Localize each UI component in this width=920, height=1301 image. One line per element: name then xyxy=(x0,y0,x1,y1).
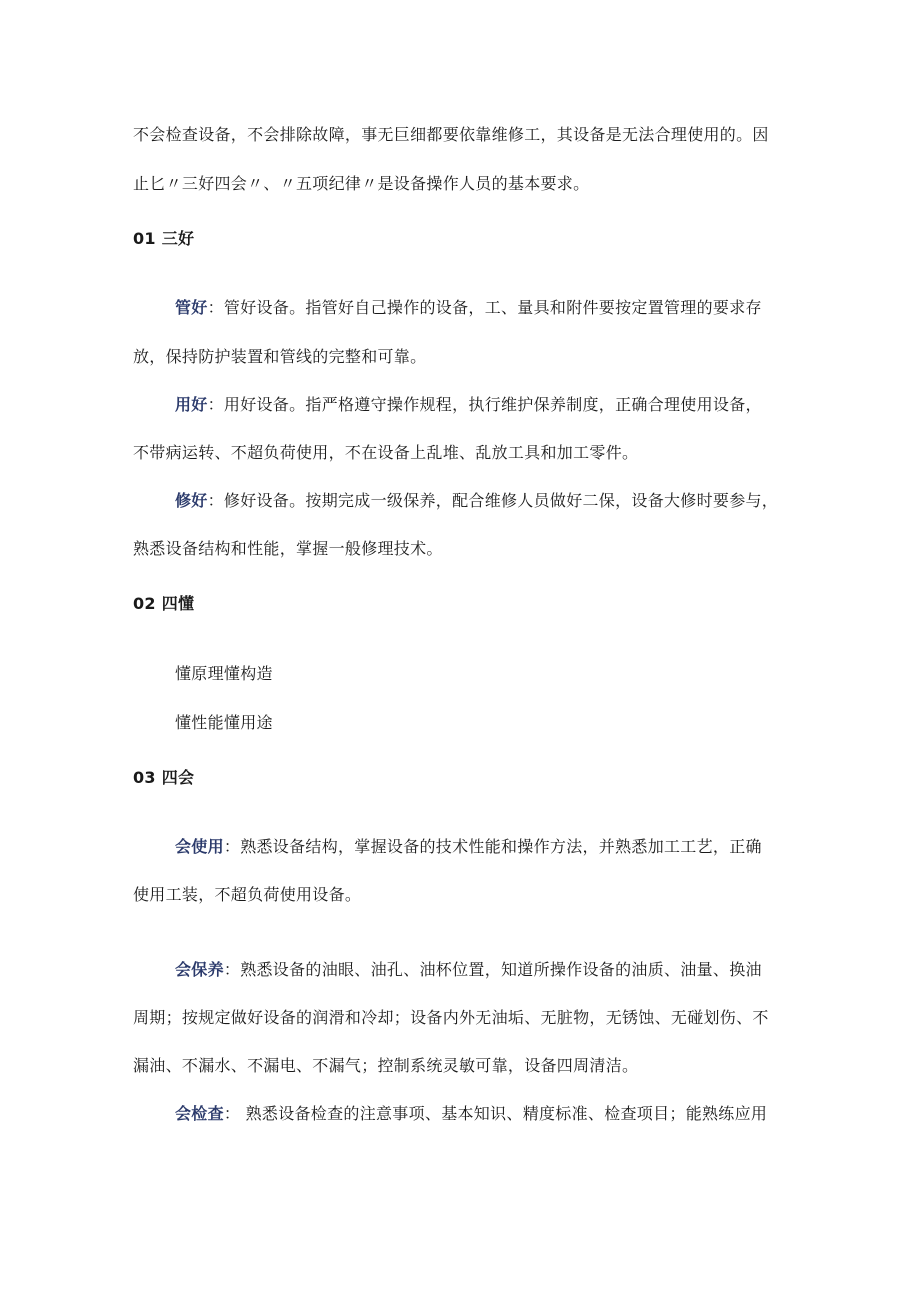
paragraph-guanhao xyxy=(175,296,803,320)
term-huibaoyang: 会保养 xyxy=(175,960,224,979)
paragraph-xiuhao-cont: 熟悉设备结构和性能，掌握一般修理技术。 xyxy=(133,539,443,558)
paragraph-huibaoyang-cont-2: 漏油、不漏水、不漏电、不漏气；控制系统灵敏可靠，设备四周清洁。 xyxy=(133,1056,639,1075)
paragraph-text: ：管好设备。指管好自己操作的设备，工、量具和附件要按定置管理的要求存 xyxy=(207,298,762,317)
paragraph-yonghao xyxy=(175,393,803,417)
paragraph-huishiyong xyxy=(175,835,803,859)
term-huishiyong: 会使用 xyxy=(175,837,224,856)
section-heading-sanhao: 01 三好 xyxy=(133,229,195,248)
paragraph-huishiyong-cont: 使用工装，不超负荷使用设备。 xyxy=(133,885,362,904)
list-item: 懂性能懂用途 xyxy=(175,713,273,732)
paragraph-text: ：熟悉设备结构，掌握设备的技术性能和操作方法，并熟悉加工工艺，正确 xyxy=(223,837,762,856)
paragraph-huibaoyang xyxy=(175,958,803,982)
paragraph-huijiancha xyxy=(175,1102,803,1126)
term-huijiancha: 会检查 xyxy=(175,1104,224,1123)
paragraph-xiuhao xyxy=(175,489,803,513)
paragraph-huibaoyang-cont-1: 周期；按规定做好设备的润滑和冷却；设备内外无油垢、无脏物，无锈蚀、无碰划伤、不 xyxy=(133,1008,769,1027)
paragraph-guanhao-cont: 放，保持防护装置和管线的完整和可靠。 xyxy=(133,347,427,366)
intro-line-1: 不会检查设备，不会排除故障，事无巨细都要依靠维修工，其设备是无法合理使用的。因 xyxy=(133,125,769,144)
intro-line-2: 止匕〃三好四会〃、〃五项纪律〃是设备操作人员的基本要求。 xyxy=(133,174,590,193)
paragraph-yonghao-cont: 不带病运转、不超负荷使用，不在设备上乱堆、乱放工具和加工零件。 xyxy=(133,443,639,462)
paragraph-text: ：熟悉设备的油眼、油孔、油杯位置，知道所操作设备的油质、油量、换油 xyxy=(223,960,762,979)
term-xiuhao: 修好 xyxy=(175,491,208,510)
section-heading-sihui: 03 四会 xyxy=(133,768,195,787)
section-heading-sidong: 02 四懂 xyxy=(133,594,195,613)
paragraph-text: ：用好设备。指严格遵守操作规程，执行维护保养制度，正确合理使用设备， xyxy=(207,395,762,414)
paragraph-text: ： 熟悉设备检查的注意事项、基本知识、精度标准、检查项目；能熟练应用 xyxy=(223,1104,768,1123)
term-yonghao: 用好 xyxy=(175,395,208,414)
term-guanhao: 管好 xyxy=(175,298,208,317)
list-item: 懂原理懂构造 xyxy=(175,664,273,683)
paragraph-text: ：修好设备。按期完成一级保养，配合维修人员做好二保，设备大修时要参与， xyxy=(207,491,779,510)
